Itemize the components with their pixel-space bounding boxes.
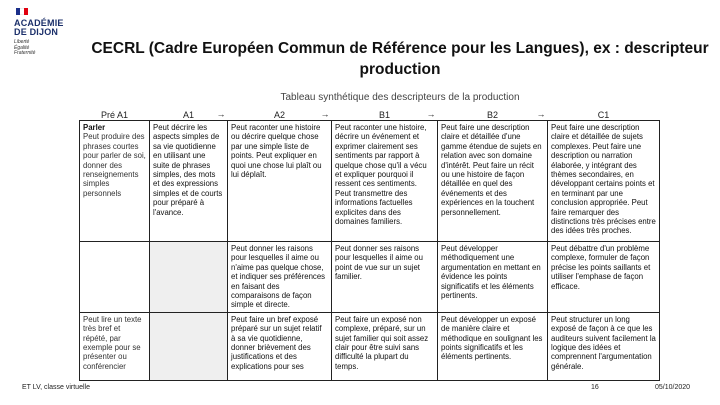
- table-row: [80, 242, 660, 313]
- section-label: Parler: [83, 123, 106, 132]
- table-cell: Peut donner ses raisons pour lesquelles il aime ou point de vue sur un sujet familier.: [332, 242, 438, 313]
- table-cell: Peut raconter une histoire ou décrire quelque chose par une simple liste de points. Peut expliquer en quoi une chose lui plaît ou lui déplaît.: [228, 121, 332, 242]
- french-flag-icon: [16, 8, 28, 15]
- table-cell: [150, 242, 228, 313]
- table-row: [80, 121, 660, 242]
- descriptor-table: [79, 109, 660, 381]
- table-cell: Peut faire une description claire et détaillée de sujets complexes. Peut faire une description ou narration élaborée, y intégrant des thèmes secondaires, en développant certains points et en terminant par une conclusion appropriée. Peut faire remarquer des distinctions très précises entre des idées très proches.: [548, 121, 660, 242]
- republic-motto: Liberté Égalité Fraternité: [14, 39, 36, 56]
- table-header-row: [80, 109, 660, 121]
- header-b1: B1 →: [378, 109, 436, 120]
- table-cell: Peut développer méthodiquement une argumentation en mettant en évidence les points significatifs et les éléments pertinents.: [438, 242, 548, 313]
- table-cell: Peut faire un bref exposé préparé sur un sujet relatif à sa vie quotidienne, donner brièvement des justifications et des explications pour ses: [228, 312, 332, 380]
- arrow-right-icon: →: [216, 109, 226, 119]
- table-cell: Peut structurer un long exposé de façon à ce que les auditeurs suivent facilement la logique des idées et comprennent l'argumentation générale.: [548, 312, 660, 380]
- header-b2: B2 →: [486, 109, 546, 120]
- table-cell: Peut lire un texte très bref et répété, par exemple pour se présenter ou conférencier: [80, 312, 150, 380]
- table-cell: Peut faire une description claire et détaillée d'une gamme étendue de sujets en relation avec son domaine d'intérêt. Peut faire un récit ou une histoire de façon détaillée en quel des événements et des expériences en la touchent personnellement.: [438, 121, 548, 242]
- slide-title: CECRL (Cadre Européen Commun de Référence pour les Langues), ex : descripteur production: [91, 40, 709, 78]
- table-cell: Peut faire un exposé non complexe, préparé, sur un sujet familier qui soit assez clair pour être suivi sans difficulté la plupart du temps.: [332, 312, 438, 380]
- footer-date: 05/10/2020: [655, 384, 691, 391]
- table-row: [80, 312, 660, 380]
- academy-name: ACADÉMIE DE DIJON: [14, 18, 64, 37]
- header-c1: C1: [597, 109, 610, 120]
- arrow-right-icon: →: [426, 109, 436, 119]
- header-a2: A2 →: [273, 109, 330, 120]
- page-number: 16: [591, 384, 599, 391]
- table-cell: [150, 312, 228, 380]
- table-cell: Peut donner les raisons pour lesquelles il aime ou n'aime pas quelque chose, et indiquer ses préférences en faisant des comparaisons de façon simple et directe.: [228, 242, 332, 313]
- table-cell: Parler Peut produire des phrases courtes pour parler de soi, donner des renseignements simples personnels: [80, 121, 150, 242]
- table-cell: Peut débattre d'un problème complexe, formuler de façon précise les points saillants et utiliser l'emphase de façon efficace.: [548, 242, 660, 313]
- arrow-right-icon: →: [320, 109, 330, 119]
- table-cell: Peut raconter une histoire, décrire un événement et exprimer clairement ses sentiments par rapport à quelque chose qu'il a vécu et expliquer pourquoi il ressent ces sentiments. Peut transmettre des informations factuelles explicites dans des domaines familiers.: [332, 121, 438, 242]
- table-cell: Peut développer un exposé de manière claire et méthodique en soulignant les points significatifs et les éléments pertinents.: [438, 312, 548, 380]
- header-a1: A1 →: [182, 109, 226, 120]
- footer-label: ET LV, classe virtuelle: [22, 384, 90, 391]
- academy-logo: [14, 8, 76, 57]
- header-pre-a1: Pré A1: [100, 109, 129, 120]
- table-cell: [80, 242, 150, 313]
- table-title: Tableau synthétique des descripteurs de la production: [280, 92, 520, 103]
- arrow-right-icon: →: [536, 109, 546, 119]
- table-cell: Peut décrire les aspects simples de sa vie quotidienne en utilisant une suite de phrases simples, des mots et des expressions simples et de courts pour préparé à l'avance.: [150, 121, 228, 242]
